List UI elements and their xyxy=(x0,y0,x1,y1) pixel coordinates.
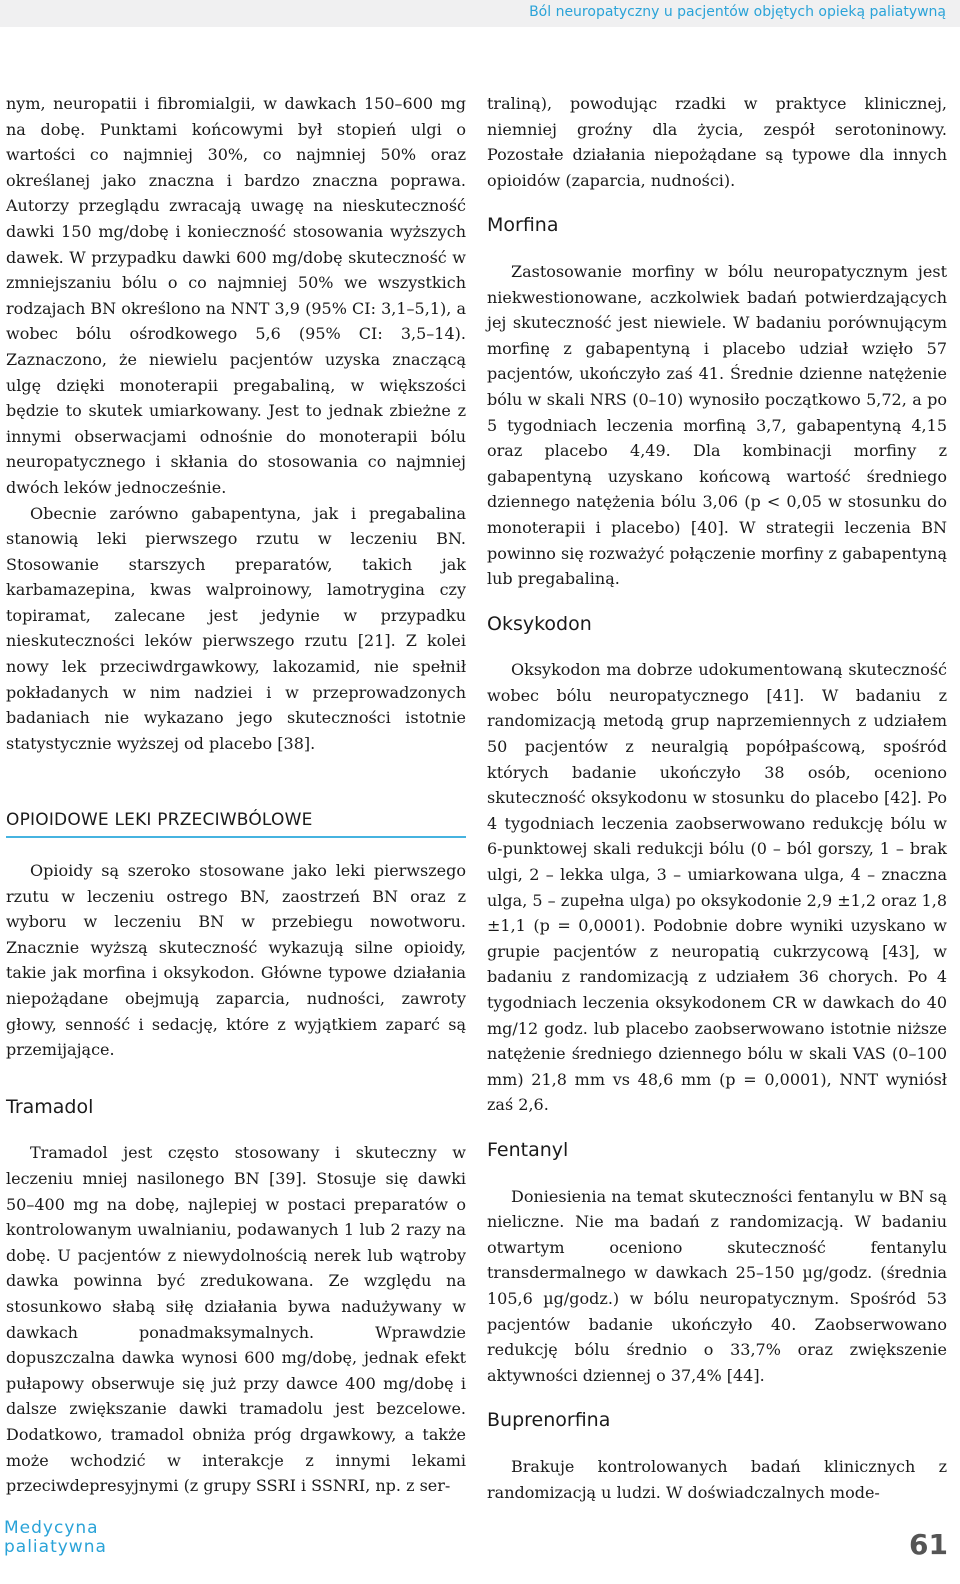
running-header-band xyxy=(0,0,960,27)
paragraph: Tramadol jest często stosowany i skuteczny w leczeniu mniej nasilonego BN [39]. Stosuje się dawki 50–400 mg na dobę, najlepiej w postaci preparatów o kontrolowanym uwalnianiu, podawanych 1 lub 2 razy na dobę. U pacjentów z niewydolnością nerek lub wątroby dawka powinna być zredukowana. Ze względu na stosunkowo słabą siłę działania bywa nadużywany w dawkach ponadmaksymalnych. Wprawdzie dopuszczalna dawka wynosi 600 mg/dobę, jednak efekt pułapowy obserwuje się już przy dawce 400 mg/dobę i dalsze zwiększanie dawki tramadolu jest bezcelowe. Dodatkowo, tramadol obniża próg drgawkowy, a także może wchodzić w interakcje z innymi lekami przeciwdepresyjnymi (z grupy SSRI i SSNRI, np. z ser- xyxy=(6,1143,466,1496)
subheading-morfina: Morfina xyxy=(487,214,559,237)
paragraph: nym, neuropatii i fibromialgii, w dawkach 150–600 mg na dobę. Punktami końcowymi był stopień ulgi o wartości co najmniej 30%, co najmniej 50% oraz określanej jako znaczna i bardzo znaczna poprawa. Autorzy przeglądu zwracają uwagę na nieskuteczność dawki 150 mg/dobę i konieczność stosowania wyższych dawek. W przypadku dawki 600 mg/dobę skuteczność w zmniejszaniu bólu o co najmniej 50% we wszystkich rodzajach BN określono na NNT 3,9 (95% CI: 3,1–5,1), a wobec bólu ośrodkowego 5,6 (95% CI: 3,5–14). Zaznaczono, że niewielu pacjentów uzyska znaczącą ulgę dzięki monoterapii pregabaliną, w większości będzie to skutek umiarkowany. Jest to jednak zbieżne z innymi obserwacjami odnośnie do monoterapii bólu neuropatycznego i skłania do stosowania co najmniej dwóch leków jednocześnie. xyxy=(6,94,466,497)
page-number: 61 xyxy=(909,1528,948,1561)
subheading-buprenorfina: Buprenorfina xyxy=(487,1409,611,1432)
paragraph: Obecnie zarówno gabapentyna, jak i pregabalina stanowią leki pierwszego rzutu w leczeniu BN. Stosowanie starszych preparatów, takich jak karbamazepina, kwas walproinowy, lamotrygina czy topiramat, zalecane jest jedynie w przypadku nieskuteczności leków pierwszego rzutu [21]. Z kolei nowy lek przeciwdrgawkowy, lakozamid, nie spełnił pokładanych w nim nadziei i w przeprowadzonych badaniach nie wykazano jego skuteczności istotnie statystycznie wyższej od placebo [38]. xyxy=(6,503,466,753)
paragraph: traliną), powodując rzadki w praktyce klinicznej, niemniej groźny dla życia, zespół serotoninowy. Pozostałe działania niepożądane są typowe dla innych opioidów (zaparcia, nudności). xyxy=(487,94,947,190)
journal-logo-line1: Medycyna xyxy=(4,1518,99,1538)
subheading-fentanyl: Fentanyl xyxy=(487,1138,569,1161)
paragraph: Zastosowanie morfiny w bólu neuropatycznym jest niekwestionowane, aczkolwiek badań potwierdzających jej skuteczność jest niewiele. W badaniu porównującym morfinę z gabapentyną i placebo udział wzięło 57 pacjentów, ukończyło zaś 41. Średnie dzienne natężenie bólu w skali NRS (0–10) wynosiło początkowo 5,72, a po 5 tygodniach leczenia morfiną 3,7, gabapentyną 4,15 oraz placebo 4,49. Dla kombinacji morfiny z gabapentyną uzyskano końcową wartość średniego dziennego natężenia bólu 3,06 (p < 0,05 w stosunku do monoterapii i placebo) [40]. W strategii leczenia BN powinno się rozważyć połączenie morfiny z gabapentyną lub pregabaliną. xyxy=(487,261,947,589)
journal-logo-line2: paliatywna xyxy=(4,1537,107,1557)
left-column xyxy=(6,91,466,1499)
right-column xyxy=(487,91,947,1505)
section-heading-opioids: OPIOIDOWE LEKI PRZECIWBÓLOWE xyxy=(6,808,466,838)
paragraph: Doniesienia na temat skuteczności fentanylu w BN są nieliczne. Nie ma badań z randomizacją. W badaniu otwartym oceniono skuteczność fentanylu transdermalnego w dawkach 25–150 µg/godz. (średnia 105,6 µg/godz.) w bólu neuropatycznym. Spośród 53 pacjentów badanie ukończyło 40. Zaobserwowano redukcję bólu średnio o 33,7% oraz zwiększenie aktywności dziennej o 37,4% [44]. xyxy=(487,1186,947,1385)
subheading-oksykodon: Oksykodon xyxy=(487,612,592,635)
paragraph: Brakuje kontrolowanych badań klinicznych z randomizacją u ludzi. W doświadczalnych mode- xyxy=(487,1456,947,1502)
journal-logo xyxy=(4,1519,107,1557)
paragraph: Oksykodon ma dobrze udokumentowaną skuteczność wobec bólu neuropatycznego [41]. W badaniu z randomizacją metodą grup naprzemiennych z udziałem 50 pacjentów z neuralgią popółpaścową, spośród których badanie ukończyło 38 osób, oceniono skuteczność oksykodonu w stosunku do placebo [42]. Po 4 tygodniach leczenia zaobserwowano redukcję bólu w 6-punktowej skali redukcji bólu (0 – ból gorszy, 1 – brak ulgi, 2 – lekka ulga, 3 – umiarkowana ulga, 4 – znaczna ulga, 5 – zupełna ulga) po oksykodonie 2,9 ±1,2 oraz 1,8 ±1,1 (p = 0,0001). Podobnie dobre wyniki uzyskano w grupie pacjentów z neuropatią cukrzycową [43], w badaniu z randomizacją z udziałem 36 chorych. Po 4 tygodniach leczenia oksykodonem CR w dawkach do 40 mg/12 godz. lub placebo zaobserwowano istotnie niższe natężenie średniego dziennego bólu w skali VAS (0–100 mm) 21,8 mm vs 48,6 mm (p = 0,0001), NNT wyniósł zaś 2,6. xyxy=(487,660,947,1115)
paragraph: Opioidy są szeroko stosowane jako leki pierwszego rzutu w leczeniu ostrego BN, zaostrzeń BN oraz z wyboru w leczeniu BN w przebiegu nowotworu. Znacznie wyższą skuteczność wykazują silne opioidy, takie jak morfina i oksykodon. Główne typowe działania niepożądane obejmują zaparcia, nudności, zawroty głowy, senność i sedację, które z wyjątkiem zaparć są przemijające. xyxy=(6,861,466,1060)
running-title: Ból neuropatyczny u pacjentów objętych opieką paliatywną xyxy=(529,4,946,20)
subheading-tramadol: Tramadol xyxy=(6,1095,94,1118)
